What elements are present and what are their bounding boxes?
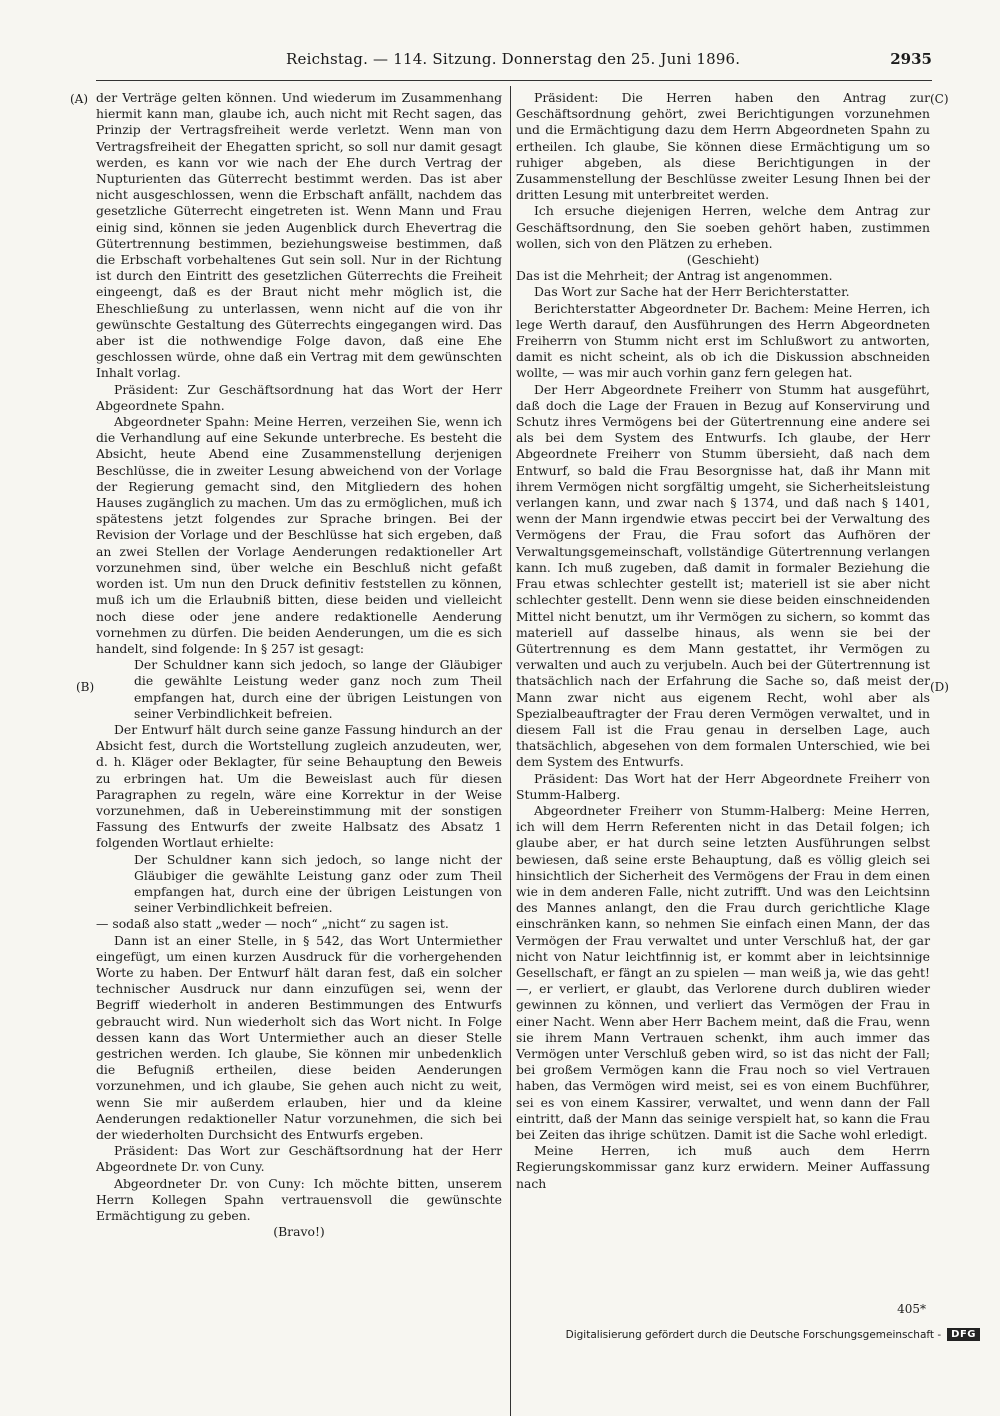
header-rule [96, 80, 932, 81]
paragraph: Ich ersuche diejenigen Herren, welche dem Antrag zur Geschäftsordnung, den Sie soeben gehört haben, zustimmen wollen, sich von den Plätzen zu erheben. [516, 203, 930, 251]
paragraph: Dann ist an einer Stelle, in § 542, das Wort Untermiether eingefügt, um einen kurzen Ausdruck für die vorhergehenden Worte zu haben. Der Entwurf hält daran fest, daß ein solcher technischer Ausdruck nur dann einzufügen sei, wenn der Begriff wiederholt in anderen Bestimmungen des Entwurfs gebraucht wird. Nun wiederholt sich das Wort nicht. In Folge dessen kann das Wort Untermiether auch an dieser Stelle gestrichen werden. Ich glaube, Sie können mir unbedenklich die Befugniß ertheilen, diese beiden Aenderungen vorzunehmen, und ich glaube, Sie gehen auch nicht zu weit, wenn Sie mir außerdem erlauben, hier und da kleine Aenderungen redaktioneller Natur vorzunehmen, die sich bei der wiederholten Durchsicht des Entwurfs ergeben. [96, 932, 502, 1142]
paragraph: Berichterstatter Abgeordneter Dr. Bachem: Meine Herren, ich lege Werth darauf, den Ausführungen des Herrn Abgeordneten Freiherrn von Stumm nicht erst im Schlußwort zu antworten, damit es nicht scheint, als ob ich die Diskussion abschneiden wollte, — was mir auch vorhin ganz fern gelegen hat. [516, 300, 930, 381]
paragraph: Das ist die Mehrheit; der Antrag ist angenommen. [516, 268, 833, 284]
paragraph: Der Herr Abgeordnete Freiherr von Stumm hat ausgeführt, daß doch die Lage der Frauen in Bezug auf Konservirung und Schutz ihres Vermögens bei der Gütertrennung eine andere sei als bei dem System des Entwurfs. Ich glaube, der Herr Abgeordnete Freiherr von Stumm übersieht, daß nach dem Entwurf, so bald die Frau Besorgnisse hat, daß ihr Mann mit ihrem Vermögen nicht sorgfältig umgeht, sie Sicherheitsleistung verlangen kann, und zwar nach § 1374, und daß nach § 1401, wenn der Mann irgendwie etwas peccirt bei der Verwaltung des Vermögens der Frau, die Frau sofort das Aufhören der Verwaltungsgemeinschaft, vollständige Gütertrennung verlangen kann. Ich muß zugeben, daß damit in formaler Beziehung die Frau etwas schlechter gestellt ist; materiell ist sie aber nicht schlechter gestellt. Denn wenn sie diese beiden einschneidenden Mittel nicht benutzt, um ihr Vermögen zu sichern, so kommt das materiell auf dasselbe hinaus, als wenn sie bei der Gütertrennung es dem Mann gestattet, ihr Vermögen zu verwalten und auch zu verjubeln. Auch bei der Gütertrennung ist thatsächlich nach der Erfahrung die Sache so, daß meist der Mann zwar nicht aus eigenem Recht, wohl aber als Spezialbeauftragter der Frau deren Vermögen verwaltet, und in diesem Fall ist die Frau genau in derselben Lage, auch thatsächlich, abgesehen von dem formalen Unterschied, wie bei dem System des Entwurfs. [516, 381, 930, 770]
page-number: 2935 [890, 50, 932, 68]
quotation: Der Schuldner kann sich jedoch, so lange der Gläubiger die gewählte Leistung weder ganz noch zum Theil empfangen hat, durch eine der übrigen Leistungen von seiner Verbindlichkeit befreien. [134, 657, 502, 721]
margin-marker-d: (D) [930, 680, 949, 694]
paragraph: Abgeordneter Spahn: Meine Herren, verzeihen Sie, wenn ich die Verhandlung auf eine Sekunde unterbreche. Es besteht die Absicht, heute Abend eine Zusammenstellung derjenigen Beschlüsse, die in zweiter Lesung abweichend von der Vorlage der Regierung gemacht sind, den Mitgliedern des hohen Hauses zugänglich zu machen. Um das zu ermöglichen, muß ich spätestens jetzt folgendes zur Sprache bringen. Bei der Revision der Vorlage und der Beschlüsse hat sich ergeben, daß an zwei Stellen der Vorlage Aenderungen redaktioneller Art vorzunehmen sind, über welche ein Beschluß nicht gefaßt worden ist. Um nun den Druck definitiv feststellen zu können, muß ich um die Erlaubniß bitten, diese beiden und vielleicht noch diese oder jene andere redaktionelle Aenderung vornehmen zu dürfen. Die beiden Aenderungen, um die es sich handelt, sind folgende: In § 257 ist gesagt: [96, 414, 502, 656]
paragraph: Präsident: Das Wort zur Geschäftsordnung hat der Herr Abgeordnete Dr. von Cuny. [96, 1143, 502, 1175]
paragraph: Meine Herren, ich muß auch dem Herrn Regierungskommissar ganz kurz erwidern. Meiner Auffassung nach [516, 1143, 930, 1191]
paragraph: Präsident: Zur Geschäftsordnung hat das Wort der Herr Abgeordnete Spahn. [96, 381, 502, 413]
paragraph: Präsident: Die Herren haben den Antrag zur Geschäftsordnung gehört, zwei Berichtigungen vorzunehmen und die Ermächtigung dazu dem Herrn Abgeordneten Spahn zu ertheilen. Ich glaube, Sie können diese Ermächtigung um so ruhiger abgeben, als diese Berichtigungen in der Zusammenstellung der Beschlüsse zweiter Lesung Ihnen bei der dritten Lesung mit unterbreitet werden. [516, 90, 930, 203]
margin-marker-b: (B) [76, 680, 95, 694]
margin-marker-a: (A) [70, 92, 89, 106]
running-header [96, 50, 932, 72]
footer-text: Digitalisierung gefördert durch die Deutsche Forschungsgemeinschaft - [565, 1328, 942, 1341]
paragraph: Präsident: Das Wort hat der Herr Abgeordnete Freiherr von Stumm-Halberg. [516, 770, 930, 802]
header-title: Reichstag. — 114. Sitzung. Donnerstag den 25. Juni 1896. [286, 50, 741, 68]
column-divider [510, 86, 511, 1416]
signature-mark: 405* [897, 1302, 926, 1316]
footer [566, 1328, 980, 1341]
right-column [516, 90, 930, 1192]
left-column [96, 90, 502, 1240]
paragraph: der Verträge gelten können. Und wiederum im Zusammenhang hiermit kann man, glaube ich, auch nicht mit Recht sagen, das Prinzip der Vertragsfreiheit werde verletzt. Wenn man von Vertragsfreiheit der Ehegatten spricht, so soll nur damit gesagt werden, es kann vor wie nach der Ehe durch Vertrag der Nupturienten das Güterrecht bestimmt werden. Das ist aber nicht ausgeschlossen, wenn die Erbschaft anfällt, nachdem das gesetzliche Güterrecht eingetreten ist. Wenn Mann und Frau einig sind, können sie jeden Augenblick durch Ehevertrag die Gütertrennung bestimmen, beziehungsweise bestimmen, daß die Erbschaft vorbehaltenes Gut sein soll. Nur in der Richtung ist durch den Eintritt des gesetzlichen Güterrechts die Freiheit eingeengt, daß es der Braut nicht mehr möglich ist, die Eheschließung zu unterlassen, wenn nicht auf die von ihr gewünschte Gestaltung des Güterrechts eingegangen wird. Das aber ist die nothwendige Folge davon, daß eine Ehe geschlossen würde, ohne daß ein Vertrag mit dem gewünschten Inhalt vorlag. [96, 90, 502, 381]
dfg-logo: DFG [947, 1328, 980, 1341]
paragraph: Der Entwurf hält durch seine ganze Fassung hindurch an der Absicht fest, durch die Wortstellung zugleich anzudeuten, wer, d. h. Kläger oder Beklagter, für seine Behauptung den Beweis zu erbringen hat. Um die Beweislast auch für diesen Paragraphen zu regeln, wäre eine Korrektur in der Weise vorzunehmen, daß in Uebereinstimmung mit der sonstigen Fassung des Entwurfs der zweite Halbsatz des Absatz 1 folgenden Wortlaut erhielte: [96, 721, 502, 851]
paragraph: Abgeordneter Dr. von Cuny: Ich möchte bitten, unserem Herrn Kollegen Spahn vertrauensvoll die gewünschte Ermächtigung zu geben. [96, 1175, 502, 1224]
paragraph: Abgeordneter Freiherr von Stumm-Halberg: Meine Herren, ich will dem Herrn Referenten nicht in das Detail folgen; ich glaube aber, er hat durch seine letzten Ausführungen selbst bewiesen, daß seine erste Behauptung, daß es völlig gleich sei hinsichtlich der Sicherheit des Vermögens der Frau in dem einen wie in dem anderen Falle, nicht zutrifft. Und was den Leichtsinn des Mannes anlangt, den die Frau durch gerichtliche Klage einschränken kann, so nehmen Sie einfach einen Mann, der das Vermögen der Frau verwaltet und unter Verschluß hat, der gar nicht von Natur leichtfinnig ist, er kommt aber in leichtsinnige Gesellschaft, er fängt an zu spielen — man weiß ja, wie das geht! —, er verliert, er glaubt, das Verlorene durch dubliren wieder gewinnen zu können, und verliert das Vermögen der Frau in einer Nacht. Wenn aber Herr Bachem meint, daß die Frau, wenn sie ihrem Mann Vertrauen schenkt, ihm auch immer das Vermögen unter Verschluß geben wird, so ist das nicht der Fall; bei großem Vermögen kann die Frau noch so viel Vertrauen haben, das Vermögen wird meist, sei es von einem Buchführer, sei es von einem Kassirer, verwaltet, und wenn dann der Fall eintritt, daß der Mann das seinige verspielt hat, so kann die Frau bei Zeiten das ihrige schützen. Damit ist die Sache wohl erledigt. [516, 802, 930, 1142]
paragraph: — sodaß also statt „weder — noch“ „nicht“ zu sagen ist. [96, 916, 449, 932]
paragraph: Das Wort zur Sache hat der Herr Berichterstatter. [534, 284, 850, 300]
interjection: (Bravo!) [273, 1224, 325, 1240]
interjection: (Geschieht) [686, 252, 760, 268]
margin-marker-c: (C) [930, 92, 949, 106]
quotation: Der Schuldner kann sich jedoch, so lange nicht der Gläubiger die gewählte Leistung ganz oder zum Theil empfangen hat, durch eine der übrigen Leistungen von seiner Verbindlichkeit befreien. [134, 851, 502, 916]
